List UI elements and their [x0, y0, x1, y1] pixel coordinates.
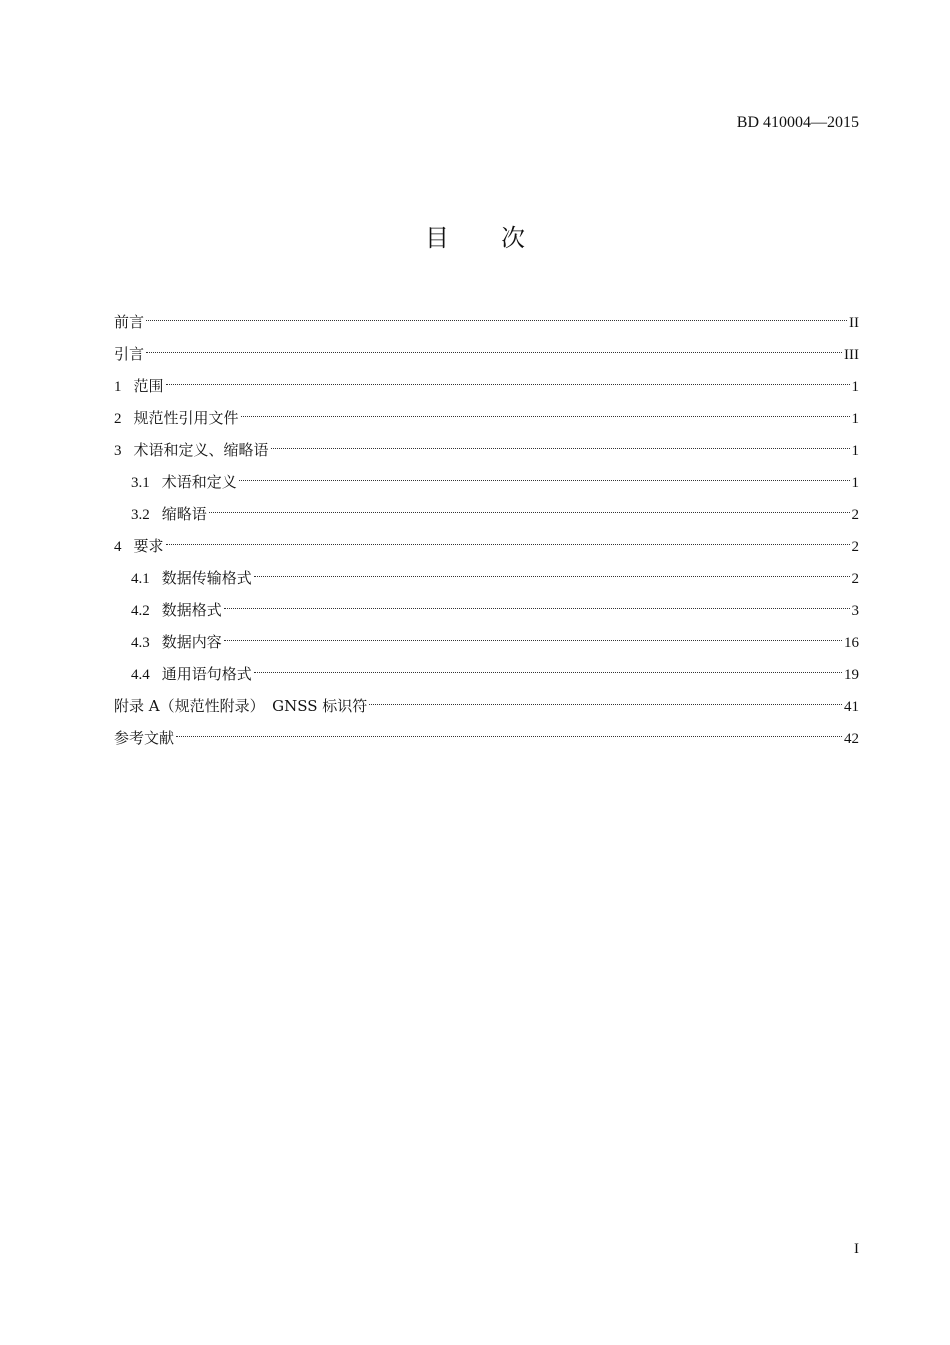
- toc-entry-number: 4.1: [131, 571, 150, 587]
- table-of-contents: [114, 306, 859, 754]
- toc-entry-label: [114, 370, 164, 403]
- dot-leader: [176, 736, 842, 737]
- dot-leader: [224, 608, 850, 609]
- dot-leader: [241, 416, 850, 417]
- toc-entry-text: 数据传输格式: [161, 569, 252, 587]
- dot-leader: [224, 640, 842, 641]
- toc-entry[interactable]: [114, 338, 859, 370]
- toc-entry[interactable]: [114, 530, 859, 562]
- document-code: BD 410004—2015: [736, 114, 859, 131]
- toc-entry[interactable]: [114, 498, 859, 530]
- dot-leader: [166, 544, 850, 545]
- toc-entry-label: [131, 658, 252, 691]
- toc-entry-label: [131, 594, 222, 627]
- toc-entry-number: 4.3: [131, 635, 150, 651]
- toc-entry-page: II: [849, 315, 859, 331]
- toc-entry-page: 1: [851, 379, 859, 395]
- toc-entry-text: 术语和定义: [161, 473, 237, 491]
- toc-entry-page: 41: [844, 699, 859, 715]
- toc-entry-label: [131, 498, 207, 531]
- toc-entry-number: 3: [114, 443, 122, 459]
- toc-entry-page: III: [844, 347, 859, 363]
- toc-entry[interactable]: [114, 466, 859, 498]
- dot-leader: [209, 512, 850, 513]
- toc-entry[interactable]: [114, 690, 859, 722]
- toc-entry[interactable]: [114, 370, 859, 402]
- toc-entry-page: 2: [851, 539, 859, 555]
- toc-entry-page: 2: [851, 507, 859, 523]
- dot-leader: [146, 320, 847, 321]
- toc-entry-label: [114, 306, 144, 338]
- toc-entry[interactable]: [114, 402, 859, 434]
- toc-entry-label: [114, 690, 367, 722]
- toc-entry-label: [131, 626, 222, 659]
- toc-entry-number: 4: [114, 539, 122, 555]
- toc-entry-page: 19: [844, 667, 859, 683]
- toc-entry-page: 2: [851, 571, 859, 587]
- dot-leader: [166, 384, 850, 385]
- toc-entry-label: [131, 466, 237, 499]
- dot-leader: [239, 480, 850, 481]
- toc-entry-page: 3: [851, 603, 859, 619]
- toc-entry-page: 1: [851, 475, 859, 491]
- toc-entry-number: 3.2: [131, 507, 150, 523]
- toc-entry-text: 参考文献: [114, 729, 175, 747]
- toc-entry-label: [114, 402, 239, 435]
- toc-entry-label: [114, 530, 164, 563]
- toc-entry-number: 2: [114, 411, 122, 427]
- toc-entry-text: 要求: [133, 537, 164, 555]
- toc-entry-page: 1: [851, 411, 859, 427]
- toc-entry-text: 数据内容: [161, 633, 222, 651]
- toc-entry-number: 1: [114, 379, 122, 395]
- toc-entry[interactable]: [114, 434, 859, 466]
- toc-entry[interactable]: [114, 562, 859, 594]
- toc-entry-number: 4.2: [131, 603, 150, 619]
- toc-entry-text: 缩略语: [161, 505, 207, 523]
- toc-entry-text: 规范性引用文件: [133, 409, 239, 427]
- page-number: I: [854, 1241, 859, 1257]
- toc-entry-number: 4.4: [131, 667, 150, 683]
- toc-entry-text: 前言: [114, 313, 145, 331]
- toc-entry-text: 数据格式: [161, 601, 222, 619]
- toc-entry-page: 1: [851, 443, 859, 459]
- toc-entry-text: 引言: [114, 345, 145, 363]
- toc-entry-page: 42: [844, 731, 859, 747]
- toc-entry[interactable]: [114, 626, 859, 658]
- toc-entry-text: 附录 A（规范性附录） GNSS 标识符: [114, 697, 368, 715]
- toc-entry[interactable]: [114, 594, 859, 626]
- toc-entry-text: 术语和定义、缩略语: [133, 441, 269, 459]
- dot-leader: [369, 704, 842, 705]
- toc-entry-label: [114, 338, 144, 370]
- toc-entry-number: 3.1: [131, 475, 150, 491]
- toc-entry[interactable]: [114, 722, 859, 754]
- toc-entry-label: [131, 562, 252, 595]
- toc-entry-label: [114, 434, 269, 467]
- toc-entry-page: 16: [844, 635, 859, 651]
- toc-entry[interactable]: [114, 306, 859, 338]
- toc-entry[interactable]: [114, 658, 859, 690]
- page-title: 目次: [425, 224, 577, 252]
- dot-leader: [254, 672, 842, 673]
- dot-leader: [146, 352, 842, 353]
- dot-leader: [271, 448, 850, 449]
- toc-entry-text: 通用语句格式: [161, 665, 252, 683]
- toc-entry-text: 范围: [133, 377, 164, 395]
- dot-leader: [254, 576, 850, 577]
- toc-entry-label: [114, 722, 174, 754]
